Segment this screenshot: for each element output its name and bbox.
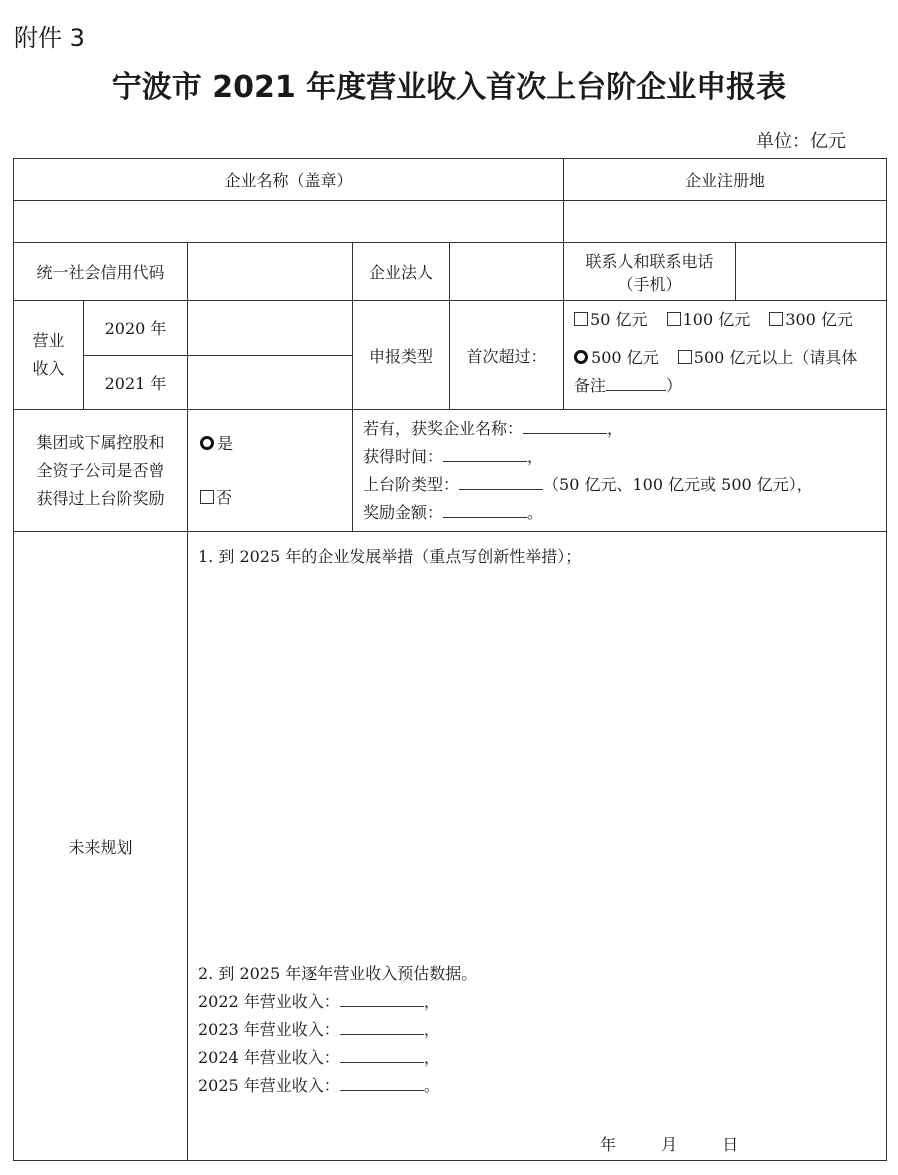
award-amount-blank[interactable] <box>443 503 527 518</box>
revenue-2025-blank[interactable] <box>340 1076 424 1091</box>
future-plan-label: 未来规划 <box>14 532 188 1161</box>
revenue-2022-label: 2022 年营业收入： <box>198 992 340 1011</box>
contact-field[interactable] <box>736 243 887 301</box>
option-100[interactable]: 100 亿元 <box>667 310 751 329</box>
date-month: 月 <box>661 1135 678 1154</box>
punct: ， <box>423 992 440 1011</box>
checkbox-icon <box>574 312 588 326</box>
award-type-hint: （50 亿元、100 亿元或 500 亿元）， <box>543 474 813 494</box>
award-details <box>353 410 887 532</box>
no-option[interactable]: 否 <box>200 484 352 512</box>
award-company-blank[interactable] <box>523 419 607 434</box>
revenue-2020-field[interactable] <box>188 301 353 356</box>
revenue-2023-label: 2023 年营业收入： <box>198 1020 340 1039</box>
revenue-2024-label: 2024 年营业收入： <box>198 1048 340 1067</box>
punct: ， <box>423 1048 440 1067</box>
punct: ， <box>423 1020 440 1039</box>
checkbox-icon <box>200 490 214 504</box>
revenue-2022-blank[interactable] <box>340 992 424 1007</box>
contact-label-sub: （手机） <box>617 274 682 294</box>
award-amount-label: 奖励金额： <box>363 502 444 522</box>
date-day: 日 <box>722 1135 739 1154</box>
attachment-label: 附件 3 <box>14 24 85 52</box>
legal-person-label: 企业法人 <box>353 243 450 301</box>
plan-item-1: 1. 到 2025 年的企业发展举措（重点写创新性举措）； <box>198 547 582 566</box>
report-type-options <box>564 301 887 410</box>
award-type-label: 上台阶类型： <box>363 474 460 494</box>
award-question-line3: 获得过上台阶奖励 <box>36 488 165 508</box>
award-company-label: 若有，获奖企业名称： <box>363 418 524 438</box>
credit-code-label: 统一社会信用代码 <box>14 243 188 301</box>
award-choice-cell <box>188 410 353 532</box>
punct: 。 <box>423 1076 440 1095</box>
option-note-blank[interactable] <box>606 376 666 391</box>
legal-person-field[interactable] <box>450 243 564 301</box>
yes-option[interactable]: 是 <box>200 430 352 458</box>
option-note-suffix: ） <box>666 376 683 395</box>
award-time-blank[interactable] <box>443 447 527 462</box>
company-name-field[interactable] <box>14 201 564 243</box>
option-50[interactable]: 50 亿元 <box>574 310 647 329</box>
page-title: 宁波市 2021 年度营业收入首次上台阶企业申报表 <box>111 70 787 105</box>
award-time-label: 获得时间： <box>363 446 444 466</box>
award-question <box>14 410 188 532</box>
option-500-plus[interactable]: 500 亿元以上（请具体 <box>678 348 858 367</box>
selected-radio-icon <box>574 350 588 364</box>
year-2021-label: 2021 年 <box>84 355 188 410</box>
revenue-2023-blank[interactable] <box>340 1020 424 1035</box>
signature-date <box>600 1132 738 1155</box>
registered-place-header: 企业注册地 <box>564 159 887 201</box>
revenue-label-line1: 营业 <box>32 331 65 350</box>
report-type-label: 申报类型 <box>353 301 450 410</box>
award-question-line2: 全资子公司是否曾 <box>36 460 165 480</box>
punct: 。 <box>527 502 544 522</box>
revenue-label-line2: 收入 <box>32 359 65 378</box>
revenue-2021-field[interactable] <box>188 355 353 410</box>
punct: ， <box>527 446 544 466</box>
award-type-blank[interactable] <box>459 475 543 490</box>
checkbox-icon <box>678 350 692 364</box>
credit-code-field[interactable] <box>188 243 353 301</box>
application-form-table <box>13 158 887 1161</box>
first-exceed-label: 首次超过： <box>450 301 564 410</box>
revenue-2024-blank[interactable] <box>340 1048 424 1063</box>
future-plan-cell[interactable] <box>188 532 887 1161</box>
date-year: 年 <box>600 1135 617 1154</box>
checkbox-icon <box>769 312 783 326</box>
unit-label: 单位：亿元 <box>756 131 846 152</box>
option-500[interactable]: 500 亿元 <box>574 348 659 367</box>
contact-label-main: 联系人和联系电话 <box>585 251 714 271</box>
award-question-line1: 集团或下属控股和 <box>36 432 165 452</box>
punct: ， <box>607 418 624 438</box>
plan-item-2: 2. 到 2025 年逐年营业收入预估数据。 <box>198 964 478 983</box>
checkbox-icon <box>667 312 681 326</box>
option-300[interactable]: 300 亿元 <box>769 310 853 329</box>
revenue-label <box>14 301 84 410</box>
revenue-2025-label: 2025 年营业收入： <box>198 1076 340 1095</box>
registered-place-field[interactable] <box>564 201 887 243</box>
selected-radio-icon <box>200 436 214 450</box>
year-2020-label: 2020 年 <box>84 301 188 356</box>
option-note-prefix: 备注 <box>574 376 607 395</box>
company-name-header: 企业名称（盖章） <box>14 159 564 201</box>
contact-label <box>564 243 736 301</box>
